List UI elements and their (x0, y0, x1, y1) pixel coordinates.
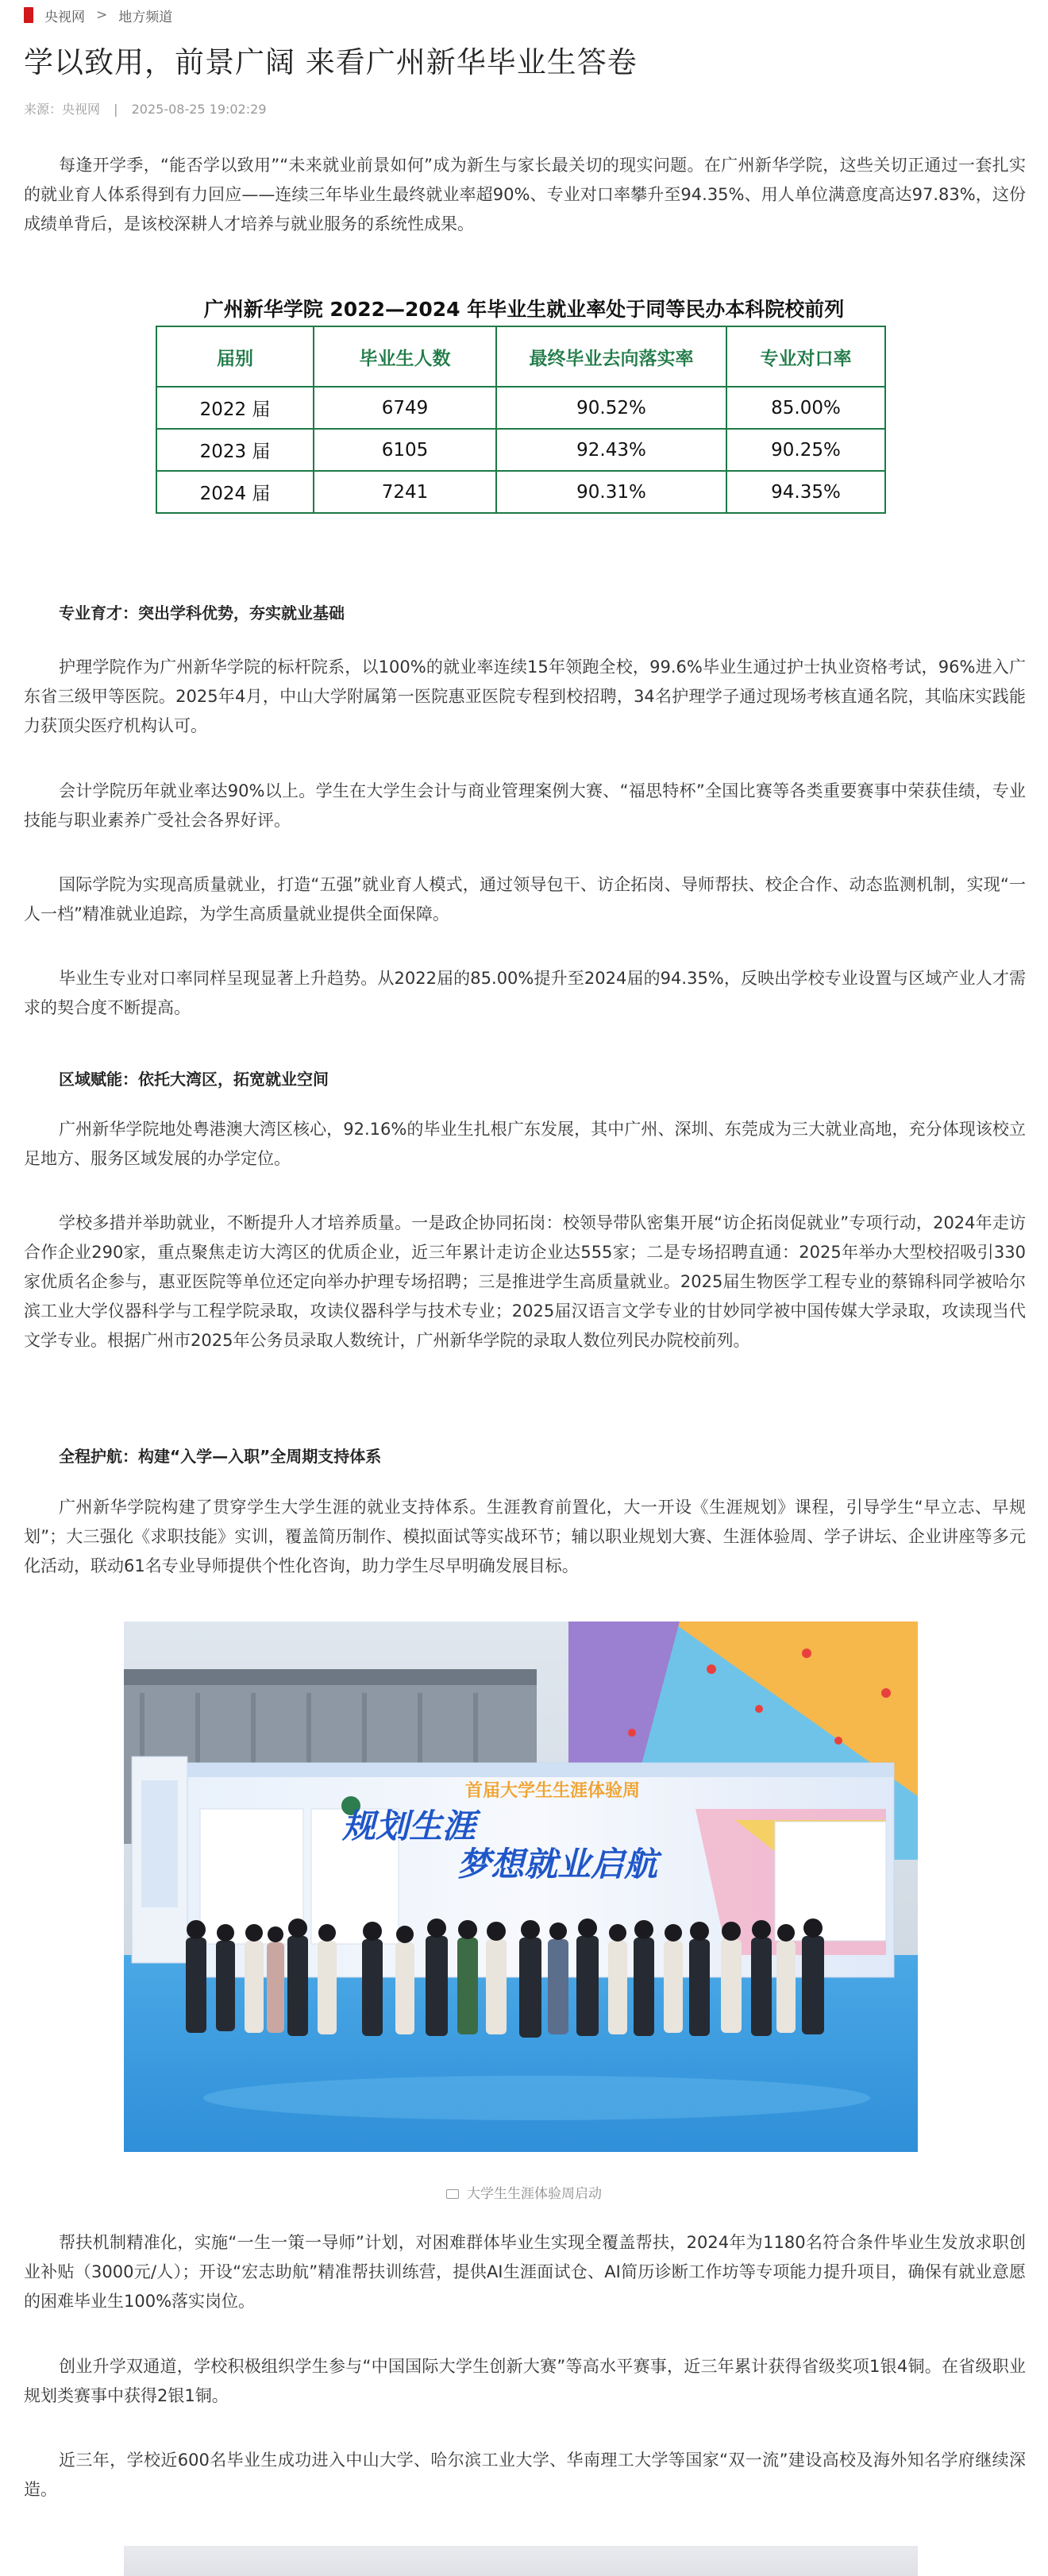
paragraph-assistance: 帮扶机制精准化，实施“一生一策一导师”计划，对困难群体毕业生实现全覆盖帮扶，2024年为1180名符合条件毕业生发放求职创业补贴（3000元/人）；开设“宏志助航”精准帮扶训练营，提供AI生涯面试仓、AI简历诊断工作坊等专项能力提升项目，确保有就业意愿的困难毕业生100%落实岗位。 (24, 2233, 1026, 2311)
paragraph-competitions: 创业升学双通道，学校积极组织学生参与“中国国际大学生创新大赛”等高水平赛事，近三年累计获得省级奖项1银4铜。在省级职业规划类赛事中获得2银1铜。 (24, 2357, 1026, 2405)
article-date: 2025-08-25 19:02:29 (131, 102, 267, 117)
paragraph-support-system: 广州新华学院构建了贯穿学生大学生涯的就业支持体系。生涯教育前置化，大一开设《生涯规划》课程，引导学生“早立志、早规划”；大三强化《求职技能》实训，覆盖简历制作、模拟面试等实战环节；辅以职业规划大赛、生涯体验周、学子讲坛、企业讲座等多元化活动，联动61名专业导师提供个性化咨询，助力学生尽早明确发展目标。 (24, 1498, 1026, 1575)
meta-divider: | (114, 102, 118, 117)
breadcrumb-separator: > (96, 7, 108, 23)
table-header-row (156, 326, 885, 387)
second-photo (124, 2546, 918, 2576)
table-row (156, 387, 885, 429)
paragraph-nursing: 护理学院作为广州新华学院的标杆院系，以100%的就业率连续15年领跑全校，99.6%毕业生通过护士执业资格考试，96%进入广东省三级甲等医院。2025年4月，中山大学附属第一医院惠亚医院专程到校招聘，34名护理学子通过现场考核直通名院，其临床实践能力获顶尖医疗机构认可。 (24, 657, 1026, 735)
paragraph-measures: 学校多措并举助就业，不断提升人才培养质量。一是政企协同拓岗：校领导带队密集开展“访企拓岗促就业”专项行动，2024年走访合作企业290家，重点聚焦走访大湾区的优质企业，近三年累计走访企业达555家；二是专场招聘直通：2025年举办大型校招吸引330家优质名企参与，惠亚医院等单位还定向举办护理专场招聘；三是推进学生高质量就业。2025届生物医学工程专业的蔡锦科同学被哈尔滨工业大学仪器科学与工程学院录取，攻读仪器科学与技术专业；2025届汉语言文学专业的甘妙同学被中国传媒大学录取，攻读现当代文学专业。根据广州市2025年公务员录取人数统计，广州新华学院的录取人数位列民办院校前列。 (24, 1213, 1026, 1350)
paragraph-intro: 每逢开学季，“能否学以致用”“未来就业前景如何”成为新生与家长最关切的现实问题。在广州新华学院，这些关切正通过一套扎实的就业育人体系得到有力回应——连续三年毕业生最终就业率超90%、专业对口率攀升至94.35%、用人单位满意度高达97.83%，这份成绩单背后，是该校深耕人才培养与就业服务的系统性成果。 (24, 156, 1026, 233)
banner-line-3: 梦想就业启航 (457, 1845, 658, 1884)
photo-caption (0, 2182, 1048, 2202)
section-heading-regional: 区域赋能：依托大湾区，拓宽就业空间 (59, 1070, 329, 1089)
paragraph-accounting: 会计学院历年就业率达90%以上。学生在大学生会计与商业管理案例大赛、“福思特杯”全国比赛等各类重要赛事中荣获佳绩，专业技能与职业素养广受社会各界好评。 (24, 781, 1026, 830)
channel-marker-icon (24, 7, 33, 23)
paragraph-further-study: 近三年，学校近600名毕业生成功进入中山大学、哈尔滨工业大学、华南理工大学等国家“双一流”建设高校及海外知名学府继续深造。 (24, 2451, 1026, 2499)
article-source: 来源：央视网 (24, 102, 101, 117)
paragraph-international: 国际学院为实现高质量就业，打造“五强”就业育人模式，通过领导包干、访企拓岗、导师帮扶、校企合作、动态监测机制，实现“一人一档”精准就业追踪，为学生高质量就业提供全面保障。 (24, 875, 1026, 924)
section-heading-fullcycle: 全程护航：构建“入学—入职”全周期支持体系 (59, 1447, 382, 1466)
table-cell: 94.35% (726, 471, 885, 513)
article-meta (24, 99, 267, 118)
paragraph-match-rate: 毕业生专业对口率同样呈现显著上升趋势。从2022届的85.00%提升至2024届的94.35%，反映出学校专业设置与区域产业人才需求的契合度不断提高。 (24, 969, 1026, 1017)
table-cell: 6749 (314, 387, 496, 429)
table-cell: 2022 届 (156, 387, 314, 429)
banner-line-1: 首届大学生生涯体验周 (465, 1781, 641, 1801)
table-row (156, 429, 885, 471)
table-header-cell: 届别 (156, 326, 314, 387)
table-cell: 2024 届 (156, 471, 314, 513)
breadcrumb-channel-link[interactable]: 地方频道 (118, 9, 173, 25)
table-header-cell: 专业对口率 (726, 326, 885, 387)
photo-caption-text: 大学生生涯体验周启动 (467, 2186, 602, 2202)
table-cell: 7241 (314, 471, 496, 513)
employment-rate-table (156, 326, 886, 514)
banner-line-2: 规划生涯 (342, 1807, 476, 1845)
table-cell: 6105 (314, 429, 496, 471)
table-cell: 90.31% (496, 471, 726, 513)
breadcrumb (24, 5, 172, 25)
table-caption: 广州新华学院 2022—2024 年毕业生就业率处于同等民办本科院校前列 (203, 298, 845, 321)
table-cell: 2023 届 (156, 429, 314, 471)
table-cell: 85.00% (726, 387, 885, 429)
table-cell: 90.52% (496, 387, 726, 429)
event-photo (124, 1622, 918, 2152)
table-header-cell: 最终毕业去向落实率 (496, 326, 726, 387)
article-title: 学以致用，前景广阔 来看广州新华毕业生答卷 (24, 45, 638, 79)
event-photo-illustration (124, 1622, 918, 2152)
breadcrumb-site-link[interactable]: 央视网 (44, 9, 85, 25)
paragraph-greater-bay: 广州新华学院地处粤港澳大湾区核心，92.16%的毕业生扎根广东发展，其中广州、深圳、东莞成为三大就业高地，充分体现该校立足地方、服务区域发展的办学定位。 (24, 1120, 1026, 1168)
table-cell: 90.25% (726, 429, 885, 471)
camera-icon (446, 2189, 459, 2199)
table-row (156, 471, 885, 513)
section-heading-professional: 专业育才：突出学科优势，夯实就业基础 (59, 604, 345, 623)
table-cell: 92.43% (496, 429, 726, 471)
table-header-cell: 毕业生人数 (314, 326, 496, 387)
